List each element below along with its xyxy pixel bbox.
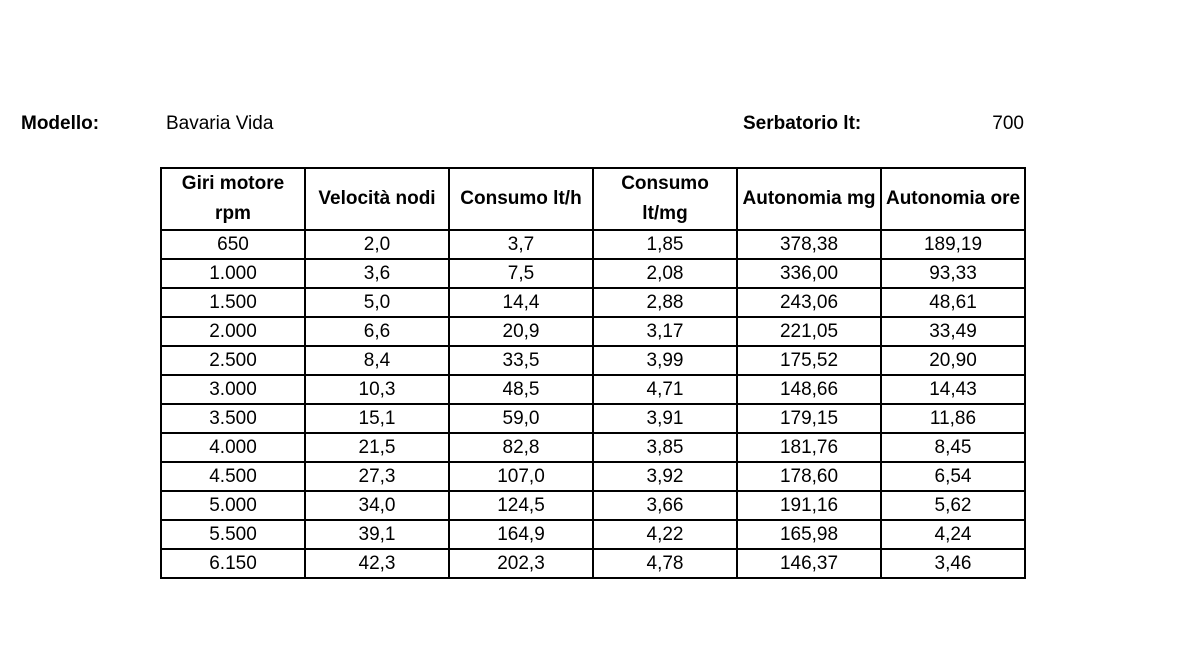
table-row xyxy=(161,549,1025,578)
cell-consumption-hour: 20,9 xyxy=(449,317,593,346)
table-header-row xyxy=(161,168,1025,230)
cell-range-hours: 189,19 xyxy=(881,230,1025,259)
cell-range-hours: 14,43 xyxy=(881,375,1025,404)
cell-range-hours: 4,24 xyxy=(881,520,1025,549)
cell-consumption-mile: 3,99 xyxy=(593,346,737,375)
table-row xyxy=(161,259,1025,288)
table-row xyxy=(161,230,1025,259)
cell-range-miles: 148,66 xyxy=(737,375,881,404)
column-header-range-miles: Autonomia mg xyxy=(737,168,881,230)
cell-range-miles: 146,37 xyxy=(737,549,881,578)
cell-consumption-mile: 4,78 xyxy=(593,549,737,578)
cell-rpm: 650 xyxy=(161,230,305,259)
cell-speed: 8,4 xyxy=(305,346,449,375)
cell-speed: 27,3 xyxy=(305,462,449,491)
cell-speed: 39,1 xyxy=(305,520,449,549)
cell-consumption-hour: 7,5 xyxy=(449,259,593,288)
cell-range-miles: 221,05 xyxy=(737,317,881,346)
cell-consumption-hour: 48,5 xyxy=(449,375,593,404)
cell-range-hours: 11,86 xyxy=(881,404,1025,433)
cell-range-hours: 8,45 xyxy=(881,433,1025,462)
cell-consumption-hour: 3,7 xyxy=(449,230,593,259)
cell-range-miles: 165,98 xyxy=(737,520,881,549)
cell-speed: 42,3 xyxy=(305,549,449,578)
cell-consumption-mile: 4,22 xyxy=(593,520,737,549)
cell-rpm: 1.500 xyxy=(161,288,305,317)
cell-consumption-mile: 4,71 xyxy=(593,375,737,404)
table-row xyxy=(161,433,1025,462)
table-row xyxy=(161,462,1025,491)
cell-range-miles: 181,76 xyxy=(737,433,881,462)
cell-consumption-hour: 33,5 xyxy=(449,346,593,375)
cell-rpm: 2.500 xyxy=(161,346,305,375)
table-row xyxy=(161,491,1025,520)
cell-consumption-hour: 14,4 xyxy=(449,288,593,317)
cell-speed: 21,5 xyxy=(305,433,449,462)
cell-rpm: 4.000 xyxy=(161,433,305,462)
cell-range-hours: 33,49 xyxy=(881,317,1025,346)
cell-range-miles: 178,60 xyxy=(737,462,881,491)
cell-consumption-mile: 1,85 xyxy=(593,230,737,259)
cell-consumption-hour: 124,5 xyxy=(449,491,593,520)
model-value: Bavaria Vida xyxy=(166,113,274,134)
table-row xyxy=(161,346,1025,375)
cell-range-miles: 378,38 xyxy=(737,230,881,259)
cell-range-hours: 20,90 xyxy=(881,346,1025,375)
column-header-range-hours: Autonomia ore xyxy=(881,168,1025,230)
column-header-speed: Velocità nodi xyxy=(305,168,449,230)
table-row xyxy=(161,404,1025,433)
cell-range-miles: 179,15 xyxy=(737,404,881,433)
cell-rpm: 5.500 xyxy=(161,520,305,549)
cell-consumption-hour: 164,9 xyxy=(449,520,593,549)
column-header-rpm: Giri motore rpm xyxy=(161,168,305,230)
cell-consumption-mile: 3,92 xyxy=(593,462,737,491)
cell-range-miles: 243,06 xyxy=(737,288,881,317)
cell-range-miles: 191,16 xyxy=(737,491,881,520)
cell-speed: 34,0 xyxy=(305,491,449,520)
table-row xyxy=(161,375,1025,404)
cell-consumption-hour: 82,8 xyxy=(449,433,593,462)
cell-consumption-hour: 202,3 xyxy=(449,549,593,578)
table-body xyxy=(161,230,1025,578)
cell-speed: 10,3 xyxy=(305,375,449,404)
consumption-table xyxy=(160,167,1026,579)
cell-rpm: 6.150 xyxy=(161,549,305,578)
cell-range-hours: 5,62 xyxy=(881,491,1025,520)
cell-speed: 2,0 xyxy=(305,230,449,259)
cell-range-hours: 93,33 xyxy=(881,259,1025,288)
cell-speed: 6,6 xyxy=(305,317,449,346)
cell-speed: 15,1 xyxy=(305,404,449,433)
table-row xyxy=(161,317,1025,346)
cell-speed: 3,6 xyxy=(305,259,449,288)
cell-consumption-mile: 2,88 xyxy=(593,288,737,317)
cell-consumption-hour: 59,0 xyxy=(449,404,593,433)
tank-capacity-value: 700 xyxy=(992,113,1024,134)
cell-consumption-mile: 3,17 xyxy=(593,317,737,346)
cell-rpm: 5.000 xyxy=(161,491,305,520)
column-header-consumption-hour: Consumo lt/h xyxy=(449,168,593,230)
cell-rpm: 4.500 xyxy=(161,462,305,491)
cell-rpm: 2.000 xyxy=(161,317,305,346)
cell-rpm: 3.000 xyxy=(161,375,305,404)
table-row xyxy=(161,288,1025,317)
cell-consumption-mile: 2,08 xyxy=(593,259,737,288)
cell-range-hours: 48,61 xyxy=(881,288,1025,317)
cell-range-miles: 175,52 xyxy=(737,346,881,375)
cell-speed: 5,0 xyxy=(305,288,449,317)
cell-range-hours: 3,46 xyxy=(881,549,1025,578)
cell-consumption-hour: 107,0 xyxy=(449,462,593,491)
cell-range-miles: 336,00 xyxy=(737,259,881,288)
model-label: Modello: xyxy=(21,113,100,134)
cell-consumption-mile: 3,66 xyxy=(593,491,737,520)
cell-range-hours: 6,54 xyxy=(881,462,1025,491)
cell-rpm: 1.000 xyxy=(161,259,305,288)
cell-rpm: 3.500 xyxy=(161,404,305,433)
column-header-consumption-mile: Consumo lt/mg xyxy=(593,168,737,230)
cell-consumption-mile: 3,85 xyxy=(593,433,737,462)
table-row xyxy=(161,520,1025,549)
cell-consumption-mile: 3,91 xyxy=(593,404,737,433)
tank-capacity-label: Serbatorio lt: xyxy=(743,113,862,134)
